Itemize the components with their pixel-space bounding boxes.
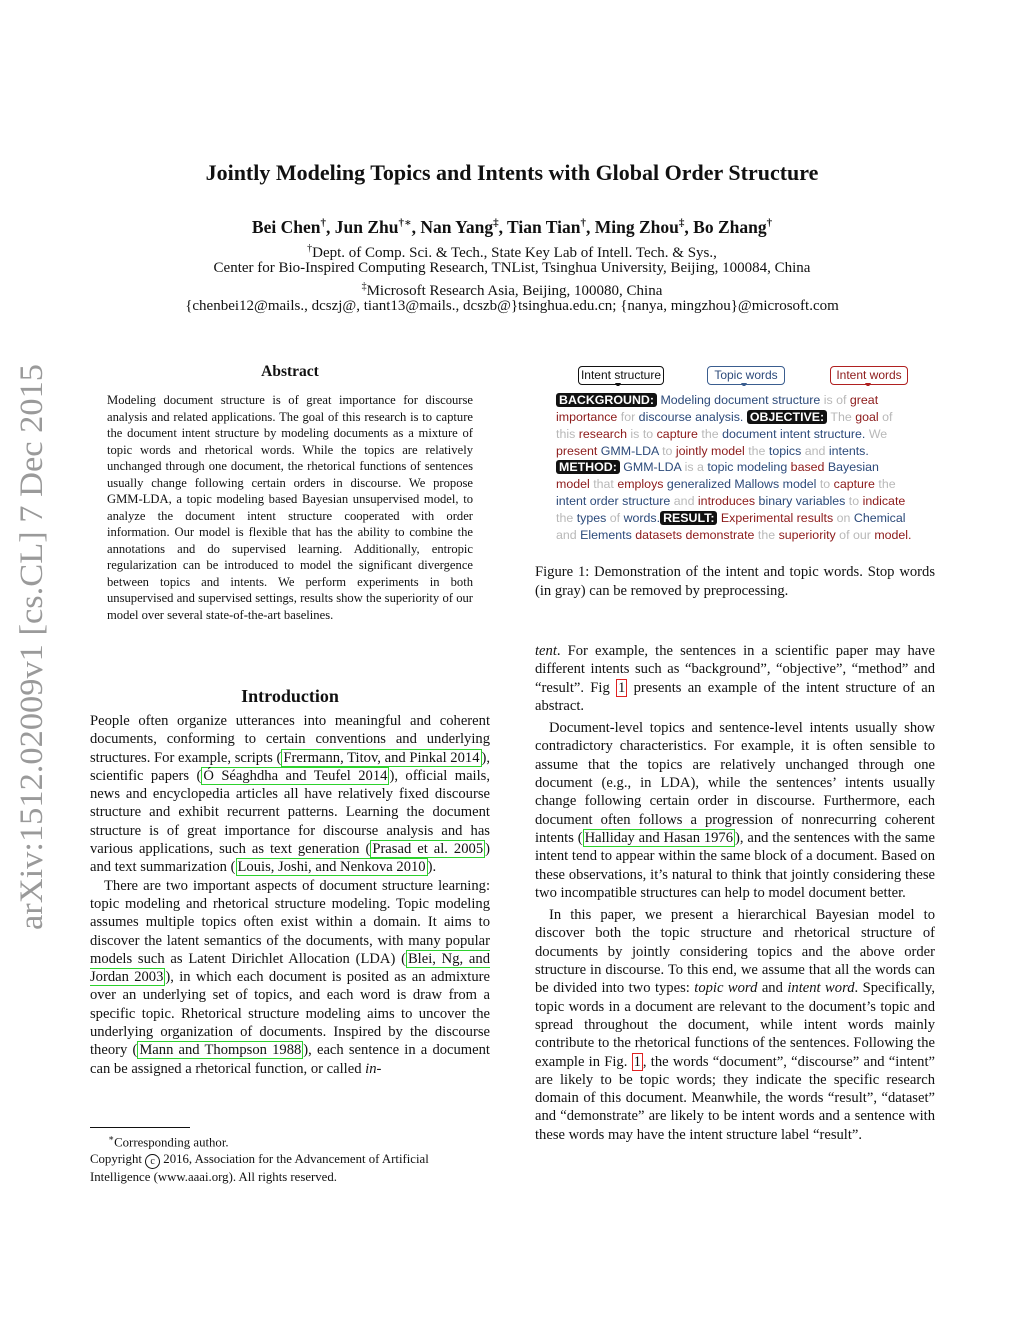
abstract-heading: Abstract [261, 363, 319, 380]
copyright-note: Copyright c 2016, Association for the Advancement of Artificial Intelligence (www.aaai.org). All rights reserved. [90, 1151, 429, 1184]
citation-link[interactable]: Ó Séaghdha and Teufel 2014 [203, 767, 388, 784]
author-mark: ‡ [493, 217, 499, 229]
author-name: Jun Zhu [334, 216, 399, 237]
figure-text-line: the types of words. RESULT: Experimental results on Chemical [556, 511, 906, 525]
figure-text-line: intent order structure and introduces binary variables to indicate [556, 494, 906, 508]
intent-structure-label: Intent structure [578, 366, 664, 385]
figure-ref-link[interactable]: 1 [618, 679, 626, 696]
author-mark: ‡ [678, 217, 685, 229]
affiliation-text: Microsoft Research Asia, Beijing, 100080, China [366, 283, 663, 299]
arxiv-stamp [2, 362, 58, 932]
figure-text-line: importance for discourse analysis. OBJECTIVE: The goal of [556, 410, 893, 424]
paragraph: In this paper, we present a hierarchical Bayesian model to discover both the topic structure and rhetorical structure of documents by jointly considering topics and the above order structure in discourse. To this end, we assume that all the words can be divided into two types: topic word and intent word. Specifically, topic words in a document are relevant to the document’s topic and spread throughout the document, while intent words mainly contribute to the rhetorical functions of the sentences. Following the example in Fig. 1 , the words “document”, “discourse” and “intent” are likely to be topic words; they indicate the specific research domain of this document. Meanwhile, the words “result”, “dataset” and “demonstrate” are likely to be intent words and a sentence with these words may have the intent structure label “result”. [535, 907, 936, 1143]
author-mark: †∗ [398, 217, 412, 229]
author-name: Nan Yang [420, 216, 494, 237]
author-name: Bo Zhang [693, 216, 767, 237]
author-mark: † [320, 217, 326, 229]
introduction-heading: Introduction [241, 686, 339, 706]
footnote [90, 1130, 490, 1185]
email-line: {chenbei12@mails., dcszj@, tiant13@mails., dcszb@}tsinghua.edu.cn; {nanya, mingzhou}@microsoft.com [185, 298, 839, 314]
intent-tag: BACKGROUND: [556, 393, 657, 407]
paragraph: tent. For example, the sentences in a scientific paper may have different intents such as “background”, “objective”, “method” and “result”. Fig 1 presents an example of the intent structure of an abstract. [535, 643, 936, 714]
footnote-rule [90, 1127, 190, 1128]
citation-link[interactable]: Louis, Joshi, and Nenkova 2010 [237, 859, 426, 876]
figure-text-line: METHOD: GMM-LDA is a topic modeling based Bayesian [556, 459, 913, 476]
affiliation-line-2: Center for Bio-Inspired Computing Research, TNList, Tsinghua University, Beijing, 100084, China [213, 260, 811, 276]
paragraph: There are two important aspects of document structure learning: topic modeling and rhetorical structure modeling. Topic modeling assumes multiple topics often exist within a domain. It aims to discover the latent semantics of the documents, with many popular models such as Latent Dirichlet Allocation (LDA) ( Blei, Ng, and Jordan 2003 ), in which each document is posited as an admixture over an underlying set of topics, and each word is draw from a specific topic. Rhetorical structure modeling aims to uncover the underlying organization of documents. Inspired by the discourse theory ( Mann and Thompson 1988 ), each sentence in a document can be assigned a rhetorical function, or called in- [90, 877, 490, 1077]
paragraph: People often organize utterances into meaningful and coherent documents, conforming to certain conventions and underlying structures. For example, scripts ( Frermann, Titov, and Pinkal 2014 ), scientific papers ( Ó Séaghdha and Teufel 2014 ), official mails, news and encyclopedia articles all have relatively fixed discourse structure and exhibit recurrent patterns. Learning the document structure is of great importance for discourse analysis and has various applications, such as text generation ( Prasad et al. 2005 ) and text summarization ( Louis, Joshi, and Nenkova 2010 ). [90, 713, 491, 876]
figure-text-line: and Elements datasets demonstrate the superiority of our model. [556, 528, 912, 542]
author-name: Bei Chen [251, 216, 321, 237]
figure-text-line: this research is to capture the document intent structure. We [556, 427, 888, 441]
author-name: Ming Zhou [594, 216, 679, 237]
author-mark: † [766, 217, 773, 229]
paper-title: Jointly Modeling Topics and Intents with Global Order Structure [205, 160, 819, 185]
author-mark: † [580, 217, 587, 229]
citation-link[interactable]: Blei, Ng, and Jordan 2003 [90, 950, 490, 986]
citation-link[interactable]: Prasad et al. 2005 [372, 841, 484, 858]
author-name: Tian Tian [507, 216, 581, 237]
topic-words-label: Topic words [707, 366, 785, 385]
affiliation-mark: ‡ [361, 281, 367, 292]
figure-text-line: model that employs generalized Mallows model to capture the [556, 477, 896, 491]
introduction-body [90, 712, 490, 1078]
copyright-icon: c [145, 1154, 160, 1169]
figure-ref-link[interactable]: 1 [633, 1053, 641, 1070]
affiliation-text: Dept. of Comp. Sci. & Tech., State Key Lab of Intell. Tech. & Sys., [312, 245, 717, 261]
arxiv-stamp-text: arXiv:1512.02009v1 [cs.CL] 7 Dec 2015 [14, 387, 50, 930]
intent-tag: METHOD: [556, 460, 620, 474]
intent-tag: OBJECTIVE: [747, 410, 827, 424]
citation-link[interactable]: Mann and Thompson 1988 [139, 1042, 302, 1059]
figure-text-line: present GMM-LDA to jointly model the topics and intents. [556, 444, 869, 458]
author-list: Bei Chen†, Jun Zhu†∗, Nan Yang‡, Tian Tian†, Ming Zhou‡, Bo Zhang† [251, 216, 773, 237]
right-column-body [535, 642, 935, 1144]
paragraph: Document-level topics and sentence-level intents usually show contradictory characteristics. For example, it is often sensible to assume that the topics are relatively unchanged through one document (e.g., in LDA), while the sentences’ intents usually change following certain order in discourse. Furthermore, each document often follows a progression of nonrecurring coherent intents ( Halliday and Hasan 1976 ), and the sentences with the same intent tend to appear within the same block of a document. Based on these observations, it’s natural to think that jointly considering these two incompatible structures can help to model document better. [535, 720, 936, 901]
citation-link[interactable]: Frermann, Titov, and Pinkal 2014 [283, 749, 480, 766]
citation-link[interactable]: Halliday and Hasan 1976 [584, 829, 734, 846]
abstract-text: Modeling document structure is of great importance for discourse analysis and related applications. The goal of this research is to capture the document intent structure by modeling documents as a mixture of topic words and rhetorical words. While the topics are relatively unchanged through one document, the rhetorical functions of sentences usually change following certain orders in discourse. We propose GMM-LDA, a topic modeling based Bayesian unsupervised model, to analyze the document intent structure cooperated with order information. Our model is flexible that has the ability to combine the annotations and do supervised learning. Additionally, entropic regularization can be introduced to model the significant divergence between topics and intents. We perform experiments in both unsupervised and supervised settings, results show the superiority of our model over several state-of-the-art baselines. [107, 393, 473, 622]
figure-1 [535, 362, 935, 552]
figure-caption: Figure 1: Demonstration of the intent and topic words. Stop words (in gray) can be removed by preprocessing. [535, 564, 935, 599]
intent-words-label: Intent words [830, 366, 908, 385]
figure-text-line: BACKGROUND: Modeling document structure is of great [556, 392, 913, 409]
corresponding-author-note: ∗Corresponding author. [108, 1133, 229, 1150]
intent-tag: RESULT: [660, 511, 717, 525]
affiliation-mark: † [307, 243, 313, 254]
